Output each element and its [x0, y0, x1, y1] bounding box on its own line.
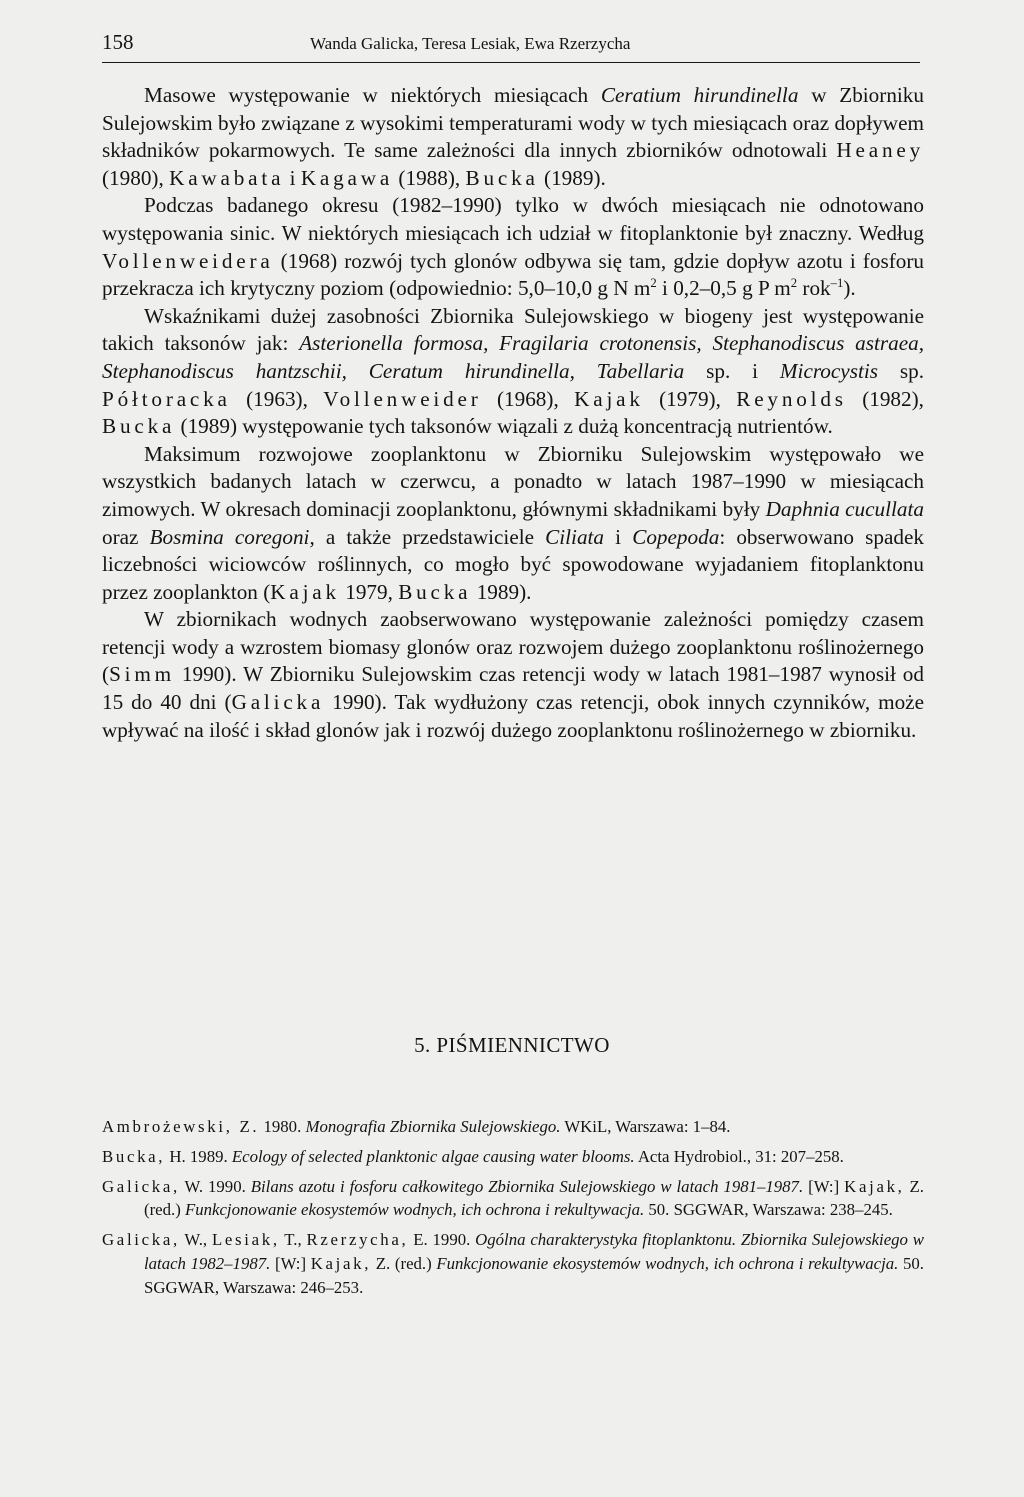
- text-run: sp. i: [684, 358, 780, 383]
- cited-author: Galicka: [231, 690, 325, 715]
- taxon-name: Daphnia cucullata: [765, 496, 925, 521]
- taxon-name: Microcystis: [779, 358, 878, 383]
- reference-title: Funkcjonowanie ekosystemów wodnych, ich ochrona i rekultywacja.: [436, 1253, 899, 1273]
- reference-author: Galicka,: [102, 1176, 180, 1196]
- running-head: Wanda Galicka, Teresa Lesiak, Ewa Rzerzycha: [310, 34, 631, 53]
- text-run: w Zbiorniku Sulejowskim było związane z wysokimi temperaturami wody w tych miesiącach oraz dopływem składników pokarmowych. Te same zależności dla innych zbiorników odnotowali: [102, 83, 924, 163]
- text-run: rok: [797, 276, 831, 301]
- text-run: 50. SGGWAR, Warszawa: 238–245.: [644, 1200, 893, 1220]
- paragraph-2: [102, 192, 924, 302]
- page-header: [102, 28, 920, 63]
- reference-list: [102, 1115, 924, 1306]
- text-run: (1968),: [481, 386, 575, 411]
- superscript: 2: [650, 276, 657, 291]
- reference-author: Kajak,: [844, 1176, 905, 1196]
- text-run: Acta Hydrobiol., 31: 207–258.: [634, 1146, 844, 1166]
- cited-author: Vollenweidera: [102, 248, 274, 273]
- reference-author: Ambrożewski, Z.: [102, 1117, 260, 1136]
- paragraph-3: [102, 303, 924, 441]
- text-run: (1980),: [102, 165, 170, 190]
- reference-item: [102, 1145, 924, 1169]
- superscript: –1: [830, 276, 844, 291]
- reference-author: Kajak,: [310, 1253, 372, 1273]
- cited-author: Kagawa: [300, 165, 394, 190]
- paragraph-5: [102, 606, 924, 744]
- text-run: Z. (red.): [144, 1176, 924, 1220]
- cited-author: Bucka: [398, 579, 472, 604]
- cited-author: Kawabata: [169, 165, 285, 190]
- text-run: T.,: [279, 1230, 307, 1250]
- reference-item: [102, 1228, 924, 1299]
- reference-author: Rzerzycha,: [306, 1230, 409, 1250]
- reference-item: [102, 1115, 924, 1139]
- body-text: [102, 82, 924, 744]
- superscript: 2: [790, 276, 798, 291]
- text-run: (1988),: [393, 165, 466, 190]
- text-run: sp.: [877, 358, 924, 383]
- text-run: [W:]: [803, 1176, 845, 1196]
- text-run: WKiL, Warszawa: 1–84.: [560, 1117, 731, 1136]
- cited-author: Simm: [109, 662, 175, 687]
- text-run: i: [604, 524, 633, 549]
- taxon-name: Copepoda: [632, 524, 720, 549]
- section-title: 5. PIŚMIENNICTWO: [414, 1033, 610, 1057]
- text-run: W zbiornikach wodnych zaobserwowano występowanie zależności pomiędzy czasem retencji wody a wzrostem biomasy glonów oraz rozwojem dużego zooplanktonu roślinożernego (: [102, 607, 924, 687]
- cited-author: Bucka: [102, 414, 176, 439]
- reference-title: Funkcjonowanie ekosystemów wodnych, ich ochrona i rekultywacja.: [185, 1200, 645, 1220]
- reference-title: Ecology of selected planktonic algae causing water blooms.: [231, 1146, 635, 1166]
- reference-title: Monografia Zbiornika Sulejowskiego.: [305, 1117, 561, 1136]
- text-run: 1990). W Zbiorniku Sulejowskim czas retencji wody w latach 1981–1987 wynosił od 15 do 40 dni (: [102, 662, 924, 715]
- cited-author: Reynolds: [736, 386, 847, 411]
- text-run: , a także przedstawiciele: [309, 524, 546, 549]
- reference-title: Bilans azotu i fosforu całkowitego Zbiornika Sulejowskiego w latach 1981–1987.: [250, 1176, 804, 1196]
- text-run: (1968) rozwój tych glonów odbywa się tam, gdzie dopływ azotu i fosforu przekracza ich krytyczny poziom (odpowiednio: 5,0–10,0 g N m: [102, 248, 924, 301]
- text-run: Maksimum rozwojowe zooplanktonu w Zbiorniku Sulejowskim występowało we wszystkich badanych latach w czerwcu, a ponadto w latach 1987–1990 w miesiącach zimowych. W okresach dominacji zooplanktonu, głównymi składnikami były: [102, 441, 924, 521]
- text-run: Z. (red.): [371, 1253, 437, 1273]
- text-run: Masowe występowanie w niektórych miesiącach: [144, 83, 601, 107]
- text-run: Wskaźnikami dużej zasobności Zbiornika Sulejowskiego w biogeny jest występowanie takich taksonów jak:: [102, 303, 924, 356]
- text-run: (1989).: [538, 165, 606, 190]
- text-run: 1979,: [339, 579, 399, 604]
- text-run: H. 1989.: [165, 1146, 232, 1166]
- cited-author: Kajak: [574, 386, 644, 411]
- paragraph-1: [102, 82, 924, 192]
- reference-item: [102, 1175, 924, 1223]
- text-run: (1982),: [846, 386, 924, 411]
- cited-author: Vollenweider: [323, 386, 482, 411]
- taxon-name: Bosmina coregoni: [149, 524, 310, 549]
- reference-author: Lesiak,: [211, 1230, 280, 1250]
- cited-author: Bucka: [465, 165, 539, 190]
- text-run: 50. SGGWAR, Warszawa: 246–253.: [144, 1253, 924, 1297]
- text-run: Podczas badanego okresu (1982–1990) tylko w dwóch miesiącach nie odnotowano występowania sinic. W niektórych miesiącach ich udział w fitoplanktonie był znaczny. Według: [102, 193, 924, 245]
- taxon-name: Ceratium hirundinella: [600, 83, 799, 107]
- reference-author: Bucka,: [102, 1146, 166, 1166]
- reference-author: Galicka,: [102, 1230, 180, 1250]
- text-run: i: [284, 165, 301, 190]
- text-run: 1990). Tak wydłużony czas retencji, obok innych czynników, może wpływać na ilość i skład glonów jak i rozwój dużego zooplanktonu roślinożernego w zbiorniku.: [102, 690, 924, 742]
- cited-author: Kajak: [270, 579, 340, 604]
- text-run: 1980.: [259, 1117, 306, 1136]
- text-run: (1963),: [230, 386, 324, 411]
- text-run: i 0,2–0,5 g P m: [656, 276, 791, 301]
- cited-author: Półtoracka: [102, 386, 231, 411]
- paragraph-4: [102, 441, 924, 607]
- text-run: W. 1990.: [179, 1176, 251, 1196]
- reference-title: Ogólna charakterystyka fitoplanktonu. Zbiornika Sulejowskiego w latach 1982–1987.: [144, 1230, 924, 1273]
- page-number: 158: [102, 30, 134, 54]
- text-run: 1989).: [471, 579, 532, 604]
- text-run: E. 1990.: [408, 1230, 476, 1250]
- cited-author: Heaney: [836, 138, 924, 163]
- text-run: (1989) występowanie tych taksonów wiązali z dużą koncentracją nutrientów.: [175, 414, 833, 439]
- taxon-name: Asterionella formosa, Fragilaria crotonensis, Stephanodiscus astraea, Stephanodiscus hantzschii, Ceratum hirundinella, Tabellaria: [102, 331, 924, 383]
- text-run: ).: [843, 276, 856, 301]
- text-run: : obserwowano spadek liczebności wiciowców roślinnych, co mogło być spowodowane wyjadaniem fitoplanktonu przez zooplankton (: [102, 524, 924, 604]
- text-run: W.,: [179, 1230, 212, 1250]
- taxon-name: Ciliata: [545, 524, 605, 549]
- text-run: [W:]: [270, 1253, 311, 1273]
- text-run: oraz: [102, 524, 150, 549]
- text-run: (1979),: [643, 386, 737, 411]
